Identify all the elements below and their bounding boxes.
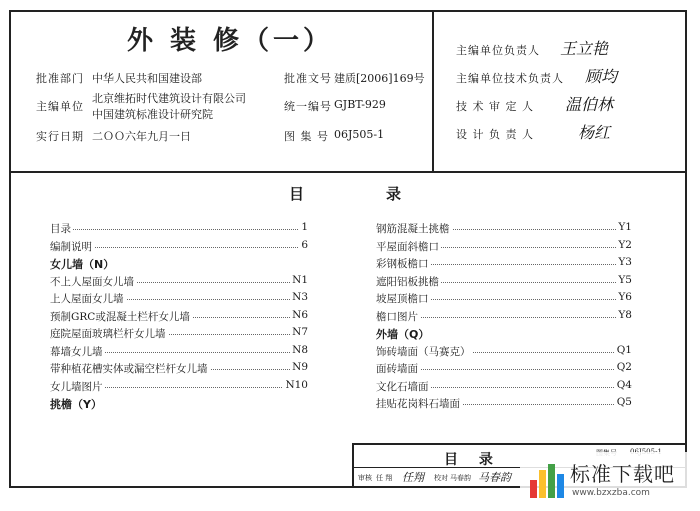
toc-entry-page: Q4	[616, 378, 632, 391]
toc-right-column	[376, 221, 632, 414]
header-divider	[9, 171, 687, 173]
toc-entry-title: 檐口图片	[376, 310, 418, 323]
toc-entry-title: 面砖墙面	[376, 363, 418, 375]
toc-entry-title: 幕墙女儿墙	[50, 345, 103, 358]
title-block-title: 目 录	[444, 452, 501, 468]
toc-entry-page: 6	[301, 238, 308, 251]
toc-title: 目 录	[288, 185, 412, 203]
design-lead-signature: 杨红	[578, 123, 611, 142]
toc-entry-title: 庭院屋面玻璃栏杆女儿墙	[50, 328, 166, 340]
toc-entry[interactable]	[50, 239, 308, 257]
review-signature: 任翔	[402, 471, 424, 484]
toc-entry-title: 彩钢板檐口	[376, 258, 429, 270]
toc-entry-title: 编制说明	[50, 240, 92, 253]
toc-entry-page: Y1	[618, 221, 632, 233]
atlas-no-label: 图 集 号	[284, 130, 329, 143]
toc-entry-title: 带种植花槽实体或漏空栏杆女儿墙	[50, 363, 208, 375]
review-label: 审核	[358, 474, 372, 482]
toc-entry-title: 上人屋面女儿墙	[50, 293, 124, 305]
toc-entry[interactable]	[376, 396, 632, 414]
check-label: 校对	[434, 474, 448, 482]
toc-entry[interactable]	[50, 274, 308, 292]
check-signature: 马春韵	[478, 471, 511, 484]
toc-entry-title: 目录	[50, 223, 71, 235]
toc-entry[interactable]	[376, 256, 632, 274]
chief-unit-signature: 王立艳	[560, 39, 609, 58]
watermark-logo	[520, 452, 700, 511]
toc-section-heading	[50, 256, 308, 274]
toc-entry-page: Q1	[616, 343, 632, 356]
page-title: 外 装 修（一）	[126, 26, 334, 56]
toc-entry-page: Y3	[618, 256, 632, 268]
toc-entry-title: 饰砖墙面（马赛克）	[376, 345, 471, 358]
toc-entry-title: 平屋面斜檐口	[376, 240, 439, 253]
toc-entry[interactable]	[50, 379, 308, 397]
toc-entry-title: 挑檐（Y）	[50, 398, 102, 411]
toc-entry-title: 挂贴花岗料石墙面	[376, 398, 460, 410]
toc-section-heading	[50, 396, 308, 414]
toc-entry[interactable]	[376, 274, 632, 292]
toc-entry[interactable]	[376, 379, 632, 397]
toc-entry-page: N6	[292, 308, 308, 321]
toc-entry[interactable]	[376, 309, 632, 327]
watermark-name: 标准下载吧	[570, 462, 675, 486]
bar-chart-icon	[526, 458, 566, 502]
toc-entry-page: N3	[292, 291, 308, 303]
toc-entry-title: 女儿墙图片	[50, 380, 103, 393]
toc-entry[interactable]	[50, 361, 308, 379]
toc-entry[interactable]	[50, 344, 308, 362]
review-name: 任 翔	[376, 474, 393, 482]
tech-review-label: 技 术 审 定 人	[456, 100, 534, 113]
toc-entry-page: N10	[285, 378, 308, 391]
chief-tech-label: 主编单位技术负责人	[456, 72, 564, 85]
editor-unit-line2: 中国建筑标准设计研究院	[92, 108, 213, 121]
toc-entry[interactable]	[376, 221, 632, 239]
toc-entry-title: 预制GRC或混凝土栏杆女儿墙	[50, 310, 190, 323]
approval-dept-value: 中华人民共和国建设部	[92, 72, 202, 85]
toc-leader-dots	[50, 229, 308, 230]
design-lead-label: 设 计 负 责 人	[456, 128, 534, 141]
toc-entry[interactable]	[50, 309, 308, 327]
toc-entry-title: 钢筋混凝土挑檐	[376, 223, 450, 235]
toc-entry-page: Y5	[618, 273, 632, 286]
toc-entry-title: 女儿墙（N）	[50, 258, 115, 271]
unified-no-label: 统一编号	[284, 100, 332, 113]
watermark-url: www.bzxzba.com	[572, 488, 650, 498]
toc-entry[interactable]	[376, 239, 632, 257]
toc-entry[interactable]	[376, 291, 632, 309]
toc-entry-page: Q5	[616, 396, 632, 408]
toc-entry[interactable]	[376, 344, 632, 362]
toc-entry-page: Q2	[616, 361, 632, 373]
header-vertical-divider	[432, 10, 434, 171]
toc-entry-title: 坡屋顶檐口	[376, 293, 429, 305]
toc-left-column	[50, 221, 308, 414]
approval-no-value: 建质[2006]169号	[334, 72, 425, 85]
toc-entry-page: N8	[292, 343, 308, 356]
approval-dept-label: 批准部门	[36, 72, 84, 85]
approval-no-label: 批准文号	[284, 72, 332, 85]
editor-unit-label: 主编单位	[36, 100, 84, 113]
toc-entry-page: Y6	[618, 291, 632, 303]
chief-unit-label: 主编单位负责人	[456, 44, 540, 57]
toc-entry[interactable]	[376, 361, 632, 379]
tech-review-signature: 温伯林	[565, 95, 614, 114]
toc-entry[interactable]	[50, 221, 308, 239]
toc-entry-title: 文化石墙面	[376, 380, 429, 393]
effective-date-label: 实行日期	[36, 130, 84, 143]
check-name: 马春韵	[450, 474, 471, 482]
chief-tech-signature: 顾均	[585, 67, 618, 86]
effective-date-value: 二ＯＯ六年九月一日	[92, 130, 191, 143]
toc-entry-page: 1	[301, 221, 308, 233]
toc-entry[interactable]	[50, 291, 308, 309]
toc-entry-page: N1	[292, 273, 308, 286]
toc-entry-page: N9	[292, 361, 308, 373]
toc-entry-title: 外墙（Q）	[376, 328, 430, 341]
toc-entry-title: 不上人屋面女儿墙	[50, 275, 134, 288]
toc-entry-title: 遮阳铝板挑檐	[376, 275, 439, 288]
toc-entry-page: Y2	[618, 238, 632, 251]
toc-entry[interactable]	[50, 326, 308, 344]
toc-section-heading	[376, 326, 632, 344]
editor-unit-line1: 北京维拓时代建筑设计有限公司	[92, 92, 246, 105]
toc-entry-page: Y8	[618, 308, 632, 321]
toc-entry-page: N7	[292, 326, 308, 338]
unified-no-value: GJBT-929	[334, 98, 386, 111]
atlas-no-value: 06J505-1	[334, 128, 385, 141]
